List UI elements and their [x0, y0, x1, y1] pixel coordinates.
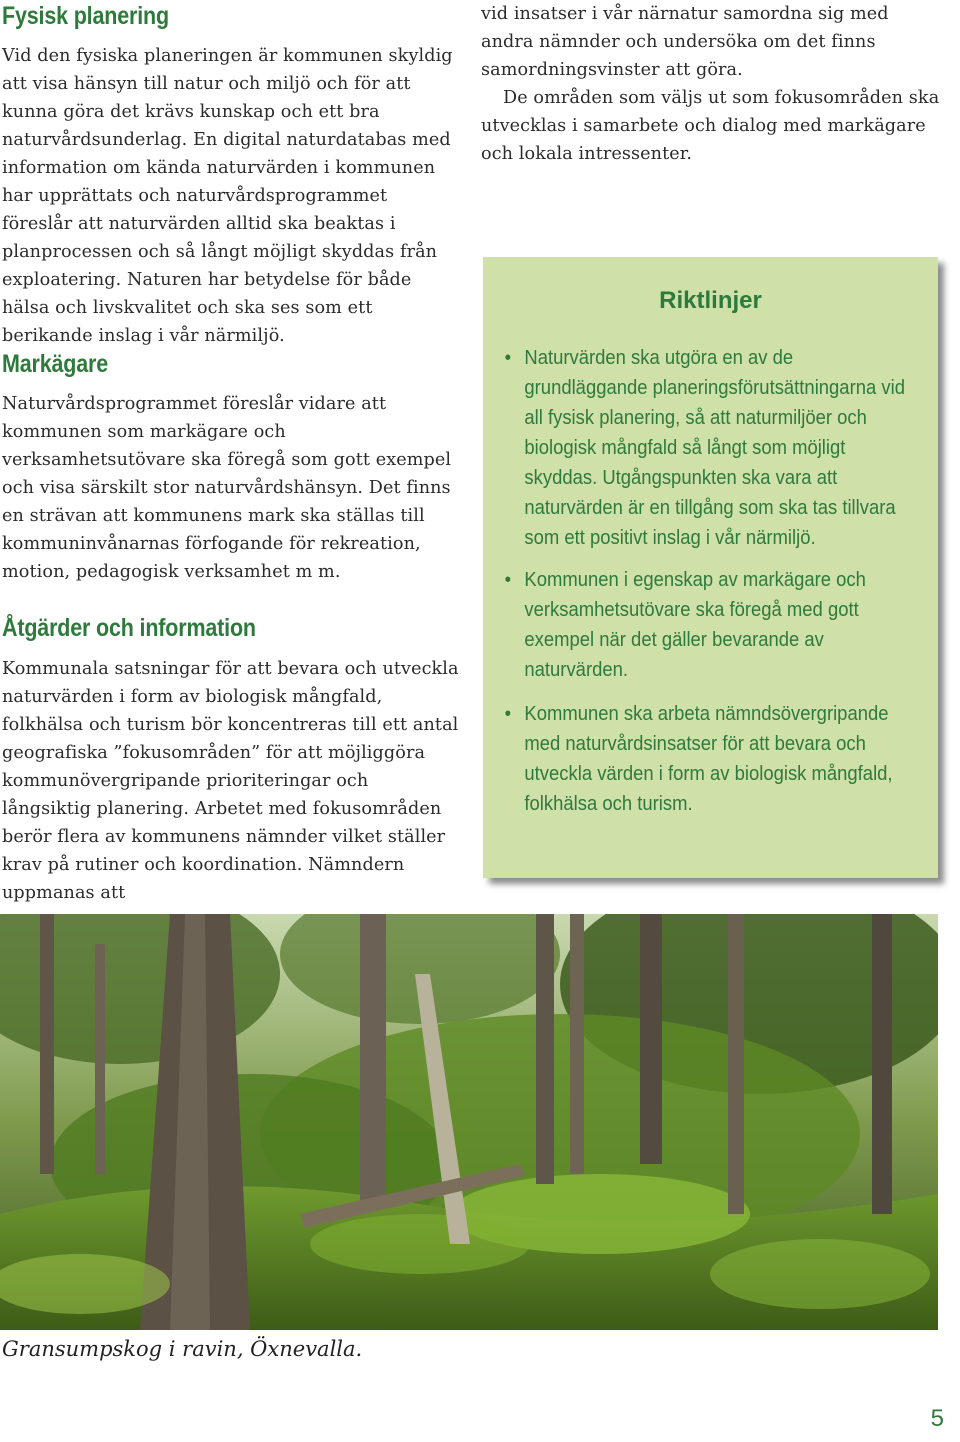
riktlinjer-title: Riktlinjer	[659, 287, 762, 314]
fokusomraden-text: De områden som väljs ut som fokusområden ska utvecklas i samarbete och dialog med markägare och lokala intressenter.	[481, 88, 940, 164]
photo-caption: Gransumpskog i ravin, Öxnevalla.	[2, 1337, 363, 1361]
forest-illustration	[0, 914, 938, 1330]
riktlinje-text: Kommunen ska arbeta nämndsövergripande med naturvårdsinsatser för att bevara och utveckla värden i form av biologisk mångfald, folkhälsa och turism.	[524, 702, 893, 815]
riktlinje-text: Naturvärden ska utgöra en av de grundläggande planeringsförutsättningarna vid all fysisk planering, så att naturmiljöer och biologisk mångfald så långt som möjligt skyddas. Utgångspunkten ska vara att naturvärden är en tillgång som ska tas tillvara som ett positivt inslag i vår närmiljö.	[524, 346, 905, 549]
paragraph-fysisk-planering: Vid den fysiska planeringen är kommunen skyldig att visa hänsyn till natur och miljö och för att kunna göra det krävs kunskap och ett bra naturvårdsunderlag. En digital naturdatabas med information om kända naturvärden i kommunen har upprättats och naturvårdsprogrammet föreslår att naturvärden alltid ska beaktas i planprocessen och så långt möjligt skyddas från exploatering. Naturen har betydelse för både hälsa och livskvalitet och ska ses som ett berikande inslag i vår närmiljö.	[2, 46, 453, 346]
riktlinje-item	[483, 565, 879, 685]
riktlinje-item	[483, 699, 893, 819]
paragraph-continuation	[481, 0, 943, 168]
paragraph-atgarder: Kommunala satsningar för att bevara och utveckla naturvärden i form av biologisk mångfald, folkhälsa och turism bör koncentreras till ett antal geografiska ”fokusområden” för att möjliggöra kommunövergripande prioriteringar och långsiktig planering. Arbetet med fokusområden berör flera av kommunens nämnder vilket ställer krav på rutiner och koordination. Nämndern uppmanas att	[2, 659, 459, 903]
page-number: 5	[930, 1405, 944, 1432]
riktlinje-item	[483, 343, 905, 553]
heading-fysisk-planering: Fysisk planering	[2, 2, 169, 30]
riktlinje-text: Kommunen i egenskap av markägare och verksamhetsutövare ska föregå med gott exempel när det gäller bevarande av naturvärden.	[524, 568, 866, 681]
heading-markagare: Markägare	[2, 350, 109, 378]
continuation-text: vid insatser i vår närnatur samordna sig med andra nämnder och undersöka om det finns samordningsvinster att göra.	[481, 4, 889, 80]
bullet-icon: •	[504, 346, 512, 369]
heading-atgarder-och-information: Åtgärder och information	[2, 614, 256, 642]
bullet-icon: •	[504, 568, 512, 591]
forest-photo	[0, 914, 938, 1330]
bullet-icon: •	[504, 702, 512, 725]
paragraph-markagare: Naturvårdsprogrammet föreslår vidare att kommunen som markägare och verksamhetsutövare ska föregå som gott exempel och visa särskilt stor naturvårdshänsyn. Det finns en strävan att kommunens mark ska ställas till kommuninvånarnas förfogande för rekreation, motion, pedagogisk verksamhet m m.	[2, 394, 452, 582]
riktlinjer-box	[483, 257, 938, 878]
